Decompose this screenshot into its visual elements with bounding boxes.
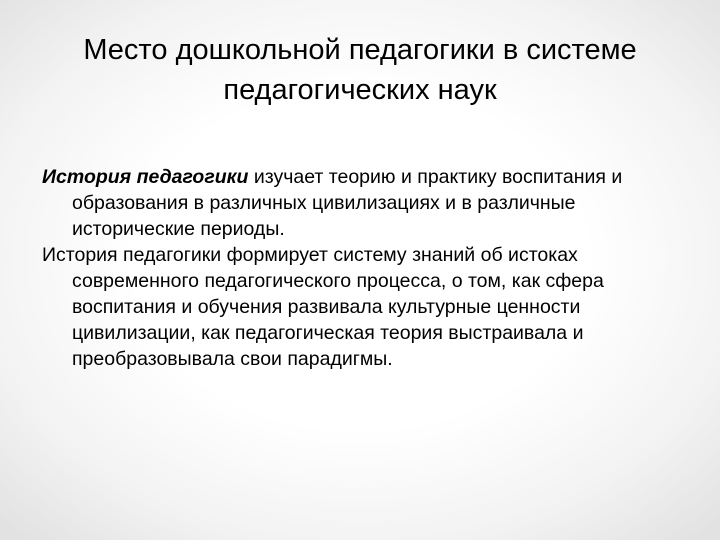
paragraph-history-function	[42, 242, 682, 372]
slide-title-line-2: педагогических наук	[223, 74, 497, 106]
term-history-of-pedagogy: История педагогики	[42, 166, 249, 188]
slide-title	[30, 30, 690, 110]
paragraph-1-text: изучает теорию и практику воспитания и образования в различных цивилизациях и в различные исторические периоды.	[72, 166, 623, 240]
slide-body	[42, 164, 682, 372]
paragraph-history-definition	[42, 164, 682, 242]
slide-title-line-1: Место дошкольной педагогики в системе	[83, 34, 637, 66]
paragraph-2-text: История педагогики формирует систему знаний об истоках современного педагогического процесса, о том, как сфера воспитания и обучения развивала культурные ценности цивилизации, как педагогическая теория выстраивала и преобразовывала свои парадигмы.	[42, 244, 604, 370]
